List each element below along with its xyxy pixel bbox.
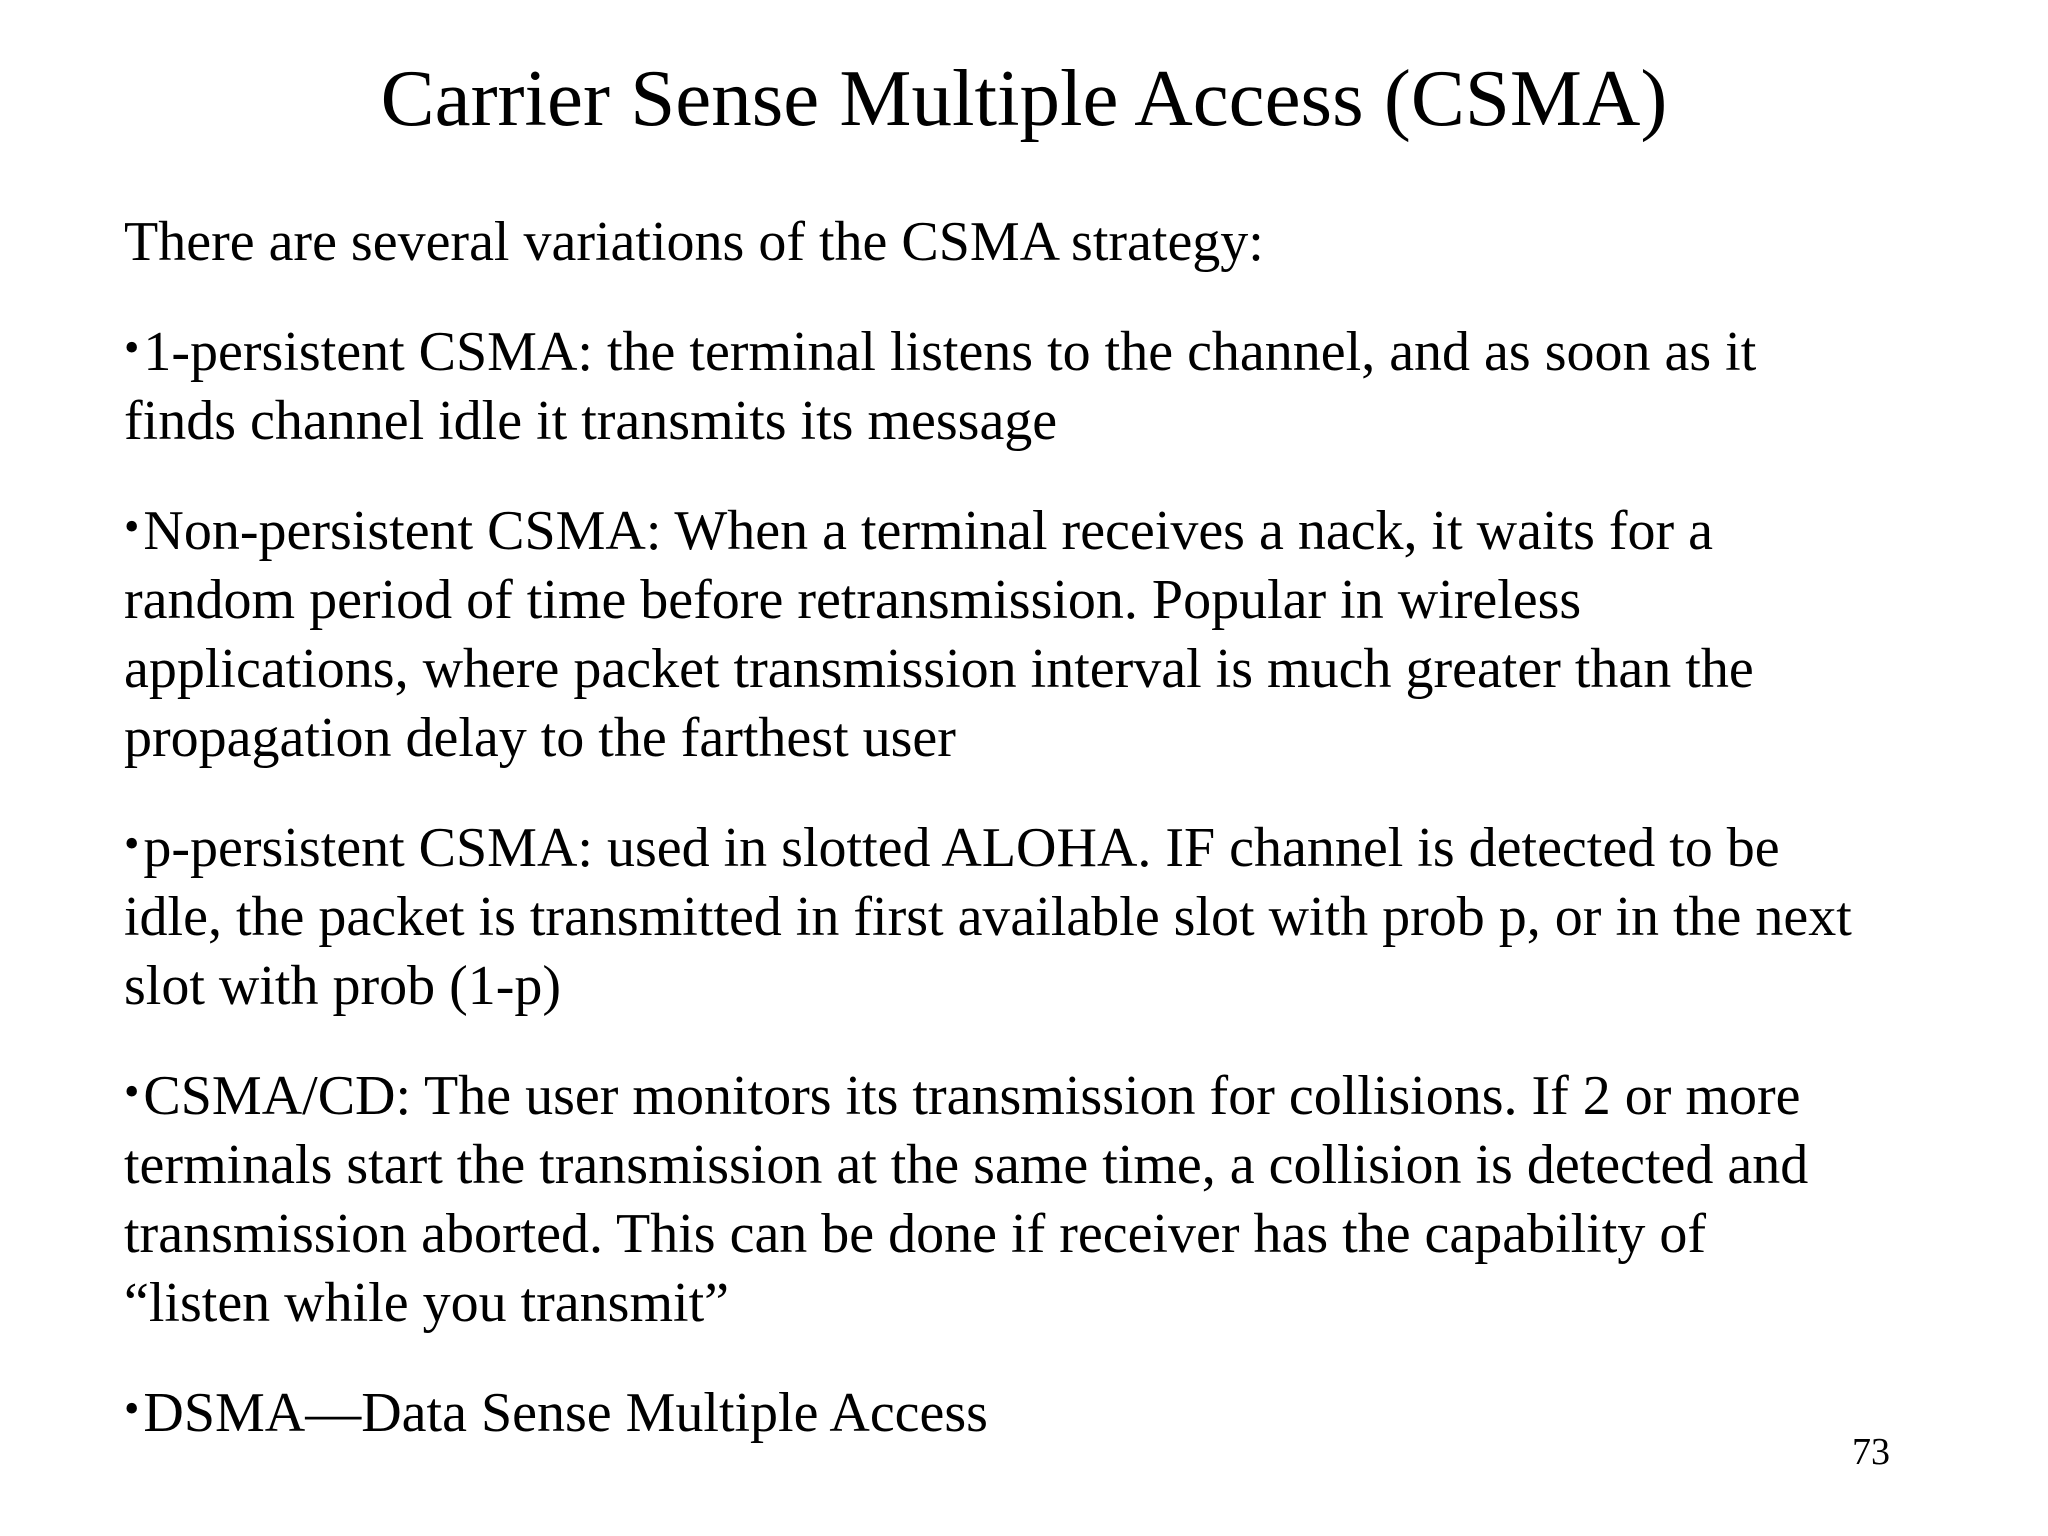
page-number: 73 [1852,1431,1890,1473]
bullet-text: 1-persistent CSMA: the terminal listens to the channel, and as soon as it finds channel idle it transmits its message [124,321,1757,452]
bullet-icon: • [124,502,140,551]
bullet-item-1-persistent [124,313,1924,456]
bullet-item-dsma [124,1374,1924,1448]
bullet-icon: • [124,323,140,372]
slide-title: Carrier Sense Multiple Access (CSMA) [380,53,1668,143]
bullet-icon: • [124,1384,140,1433]
bullet-icon: • [124,1067,140,1116]
bullet-text: DSMA—Data Sense Multiple Access [143,1382,988,1444]
bullet-item-p-persistent [124,809,1924,1021]
bullet-text: Non-persistent CSMA: When a terminal receives a nack, it waits for a random period of time before retransmission. Popular in wireless applications, where packet transmission interval is much greater than the propagation delay to the farthest user [124,500,1754,769]
intro-text: There are several variations of the CSMA strategy: [124,211,1264,273]
bullet-text: CSMA/CD: The user monitors its transmission for collisions. If 2 or more terminals start the transmission at the same time, a collision is detected and transmission aborted. This can be done if receiver has the capability of “listen while you transmit” [124,1065,1809,1334]
slide-content [124,208,1924,1484]
bullet-icon: • [124,819,140,868]
bullet-item-non-persistent [124,492,1924,773]
bullet-text: p-persistent CSMA: used in slotted ALOHA. IF channel is detected to be idle, the packet is transmitted in first available slot with prob p, or in the next slot with prob (1-p) [124,817,1852,1017]
bullet-item-csma-cd [124,1057,1924,1338]
